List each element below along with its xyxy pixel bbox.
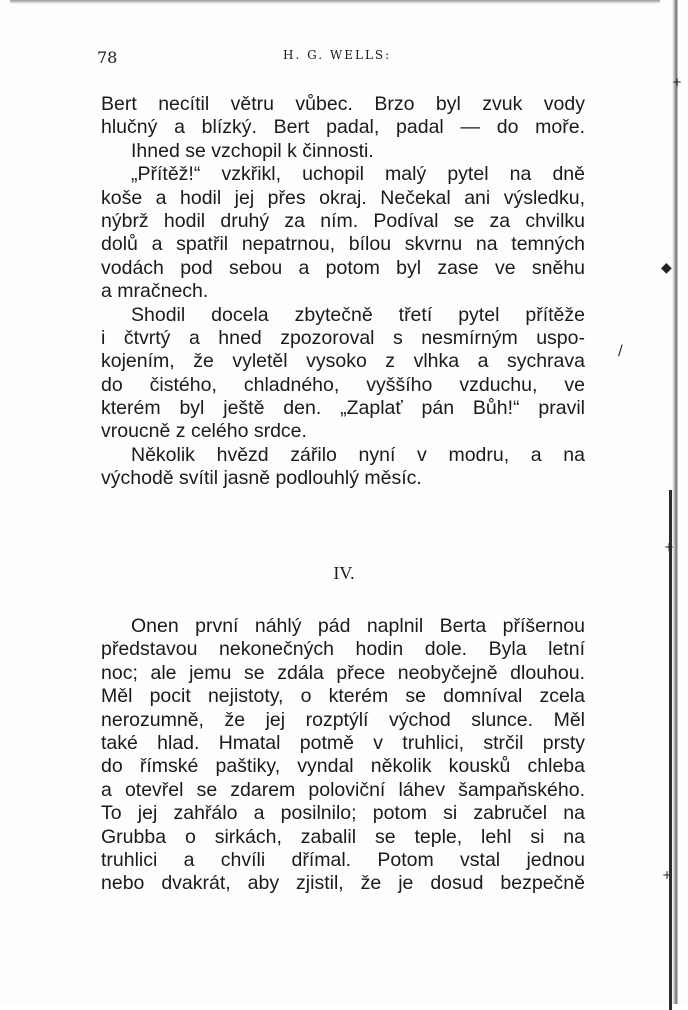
tick-margin-mark-icon: + (672, 75, 683, 89)
diamond-margin-mark-icon: ◆ (661, 260, 672, 276)
text-line: Ihned se vzchopil k činnosti. (131, 139, 374, 162)
text-line: dolů a spatřil nepatrnou, bílou skvrnu na temných (101, 233, 585, 256)
text-line: nýbrž hodil druhý za ním. Podíval se za chvilku (101, 209, 585, 232)
page-header (97, 44, 585, 68)
text-line: Shodil docela zbytečně třetí pytel přítěže (131, 303, 585, 326)
text-line: hlučný a blízký. Bert padal, padal — do moře. (101, 116, 585, 139)
text-line: vroucně z celého srdce. (101, 420, 307, 443)
text-line: noc; ale jemu se zdála přece neobyčejně dlouhou. (101, 661, 585, 684)
text-line: nerozumně, že jej rozptýlí východ slunce. Měl (101, 708, 585, 731)
text-line: a otevřel se zdarem poloviční láhev šampaňského. (101, 778, 585, 801)
text-line: Několik hvězd zářilo nyní v modru, a na (131, 443, 585, 466)
text-line: Onen první náhlý pád naplnil Berta příšernou (131, 615, 585, 637)
text-line: kterém byl ještě den. „Zaplať pán Bůh!“ pravil (101, 397, 585, 420)
text-line: vodách pod sebou a potom byl zase ve sněhu (101, 256, 585, 279)
text-line: a mračnech. (101, 280, 209, 303)
page-top-edge (10, 0, 660, 4)
text-line: „Přítěž!“ vzkřikl, uchopil malý pytel na dně (131, 163, 585, 186)
text-line: Grubba o sirkách, zabalil se teple, lehl si na (101, 825, 585, 848)
text-line: představou nekonečných hodin dole. Byla letní (101, 638, 585, 661)
running-head: H. G. WELLS: (283, 48, 392, 62)
book-spine-shadow (672, 0, 678, 1004)
text-line: Měl pocit nejistoty, o kterém se domníval zcela (101, 685, 585, 708)
text-line: koše a hodil jej přes okraj. Nečekal ani výsledku, (101, 186, 585, 209)
text-line: To jej zahřálo a posilnilo; potom si zabručel na (101, 802, 585, 825)
text-line: truhlici a chvíli dřímal. Potom vstal jednou (101, 848, 585, 871)
section-2-text (101, 615, 585, 896)
chapter-heading: IV. (333, 563, 355, 583)
text-line: i čtvrtý a hned zpozoroval s nesmírným uspo- (101, 326, 585, 349)
text-line: nebo dvakrát, aby zjistil, že je dosud bezpečně (101, 872, 585, 895)
text-line: kojením, že vyletěl vysoko z vlhka a sychrava (101, 350, 585, 373)
margin-stroke-mark-icon: / (618, 343, 623, 359)
page-number: 78 (97, 48, 118, 67)
tick-margin-mark-icon: + (662, 868, 673, 882)
text-line: do římské paštiky, vyndal několik kousků chleba (101, 755, 585, 778)
tick-margin-mark-icon: + (664, 540, 675, 554)
text-line: východě svítil jasně podlouhlý měsíc. (101, 467, 422, 490)
text-line: do čistého, chladného, vyššího vzduchu, ve (101, 373, 585, 396)
text-line: také hlad. Hmatal potmě v truhlici, strčil prsty (101, 731, 585, 754)
text-line: Bert necítil větru vůbec. Brzo byl zvuk vody (101, 93, 585, 115)
section-1-text (101, 93, 585, 491)
